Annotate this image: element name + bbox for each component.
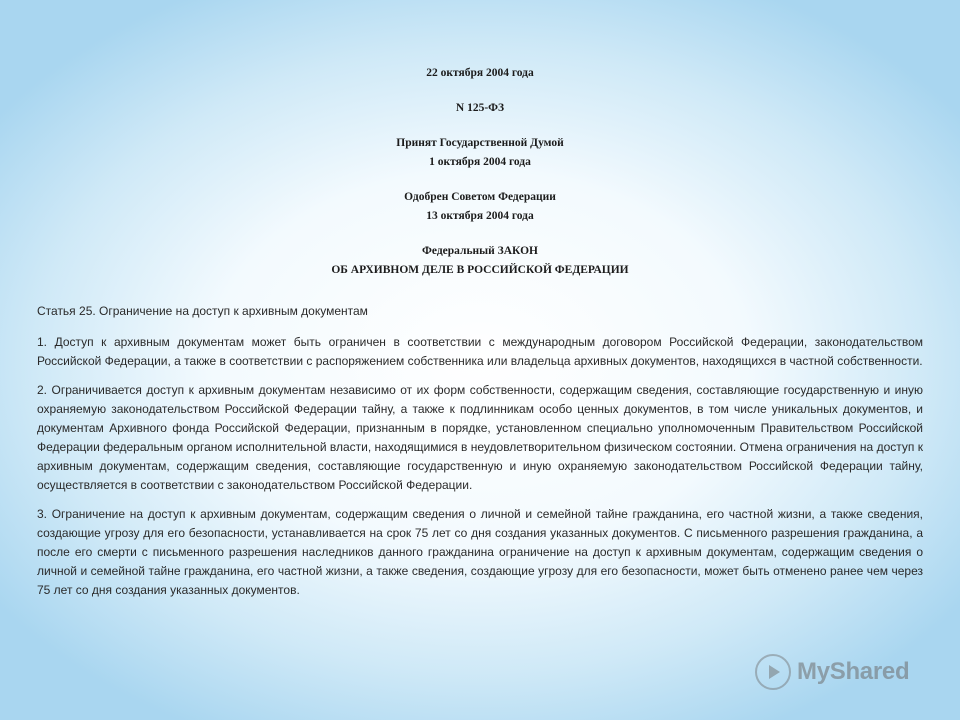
article-body <box>37 302 923 610</box>
adopted-date: 1 октября 2004 года <box>429 156 531 168</box>
play-circle-icon <box>755 654 791 690</box>
law-type: Федеральный ЗАКОН <box>422 245 538 257</box>
article-title: Статья 25. Ограничение на доступ к архивным документам <box>37 304 368 318</box>
watermark-text: MyShared <box>797 658 910 685</box>
myshared-watermark <box>755 652 909 692</box>
article-paragraph-1: 1. Доступ к архивным документам может быть ограничен в соответствии с международным договором Российской Федерации, законодательством Российской Федерации, а также в соответствии с распоряжением собственника или владельца архивных документов, находящихся в частной собственности. <box>37 335 923 368</box>
adopted-by: Принят Государственной Думой <box>396 137 564 149</box>
approved-date: 13 октября 2004 года <box>426 210 534 222</box>
approved-by: Одобрен Советом Федерации <box>404 191 556 203</box>
law-title: ОБ АРХИВНОМ ДЕЛЕ В РОССИЙСКОЙ ФЕДЕРАЦИИ <box>331 264 629 276</box>
article-paragraph-2: 2. Ограничивается доступ к архивным документам независимо от их форм собственности, содержащим сведения, составляющие государственную и иную охраняемую законодательством Российской Федерации тайну, а также к подлинникам особо ценных документов, в том числе уникальных документов, и документам Архивного фонда Российской Федерации, признанным в порядке, установленном специально уполномоченным Правительством Российской Федерации федеральным органом исполнительной власти, находящимися в неудовлетворительном физическом состоянии. Отмена ограничения на доступ к архивным документам, содержащим сведения, составляющие государственную и иную охраняемую законодательством Российской Федерации тайну, осуществляется в соответствии с законодательством Российской Федерации. <box>37 383 923 492</box>
article-paragraph-3: 3. Ограничение на доступ к архивным документам, содержащим сведения о личной и семейной тайне гражданина, его частной жизни, а также сведения, создающие угрозу для его безопасности, устанавливается на срок 75 лет со дня создания указанных документов. С письменного разрешения гражданина, а после его смерти с письменного разрешения наследников данного гражданина ограничение на доступ к архивным документам, содержащим сведения о личной и семейной тайне гражданина, его частной жизни, а также сведения, создающие угрозу для его безопасности, может быть отменено ранее чем через 75 лет со дня создания указанных документов. <box>37 507 923 597</box>
law-date: 22 октября 2004 года <box>426 67 534 79</box>
law-number: N 125-ФЗ <box>455 102 505 114</box>
document-header <box>0 64 960 280</box>
